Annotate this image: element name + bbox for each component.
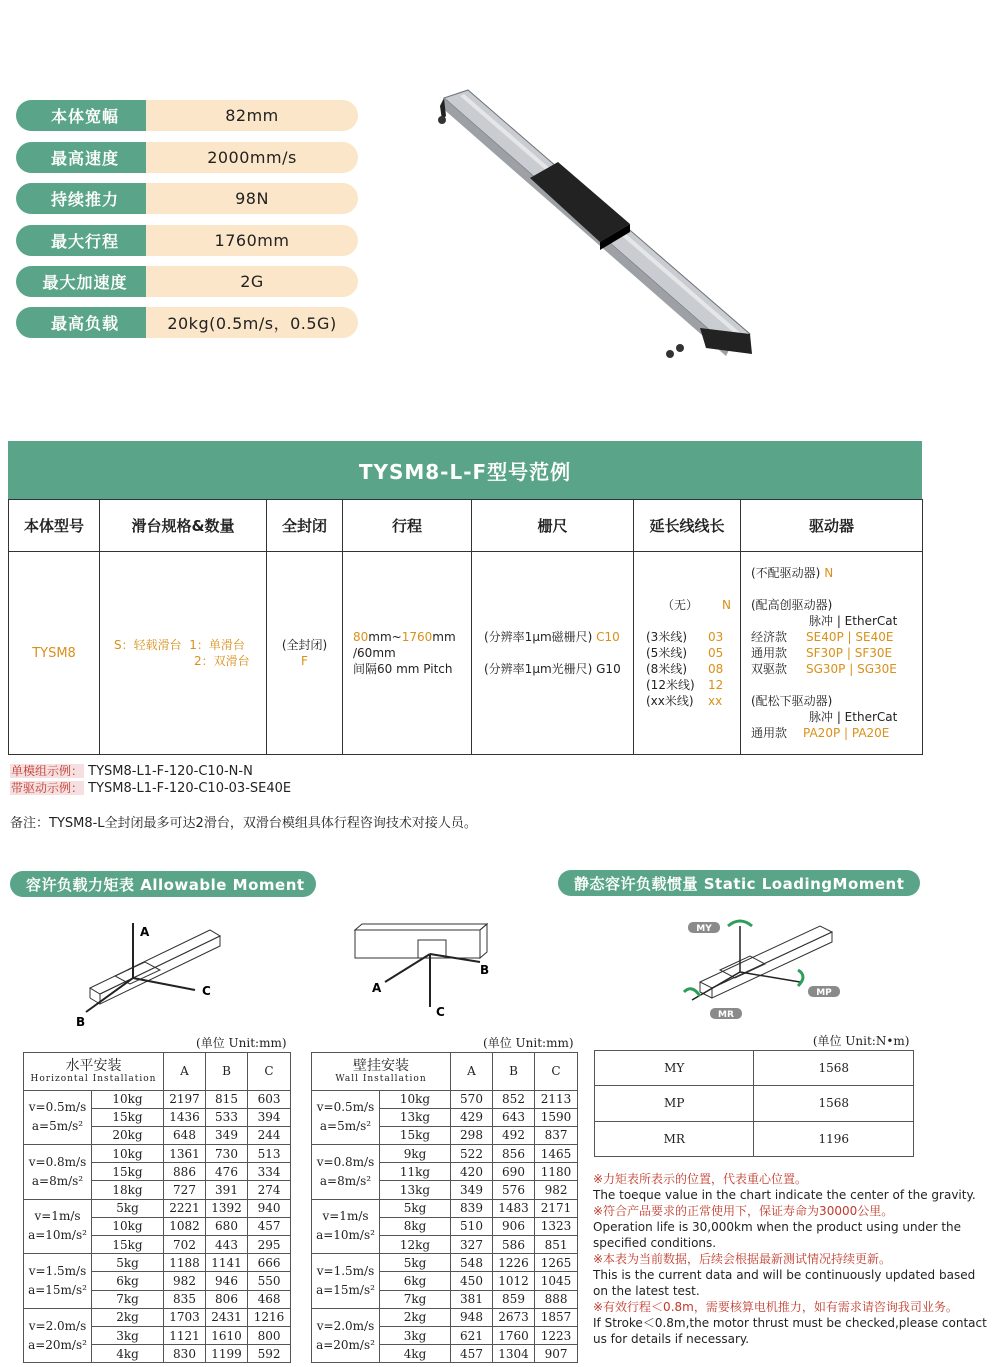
- cable-code: 05: [708, 646, 724, 660]
- moment-cell: 510: [451, 1217, 493, 1235]
- stroke-step: /60mm: [353, 646, 396, 660]
- cable-label: (5米线): [646, 646, 687, 660]
- stroke-cell: [343, 552, 472, 755]
- load-cell: 5kg: [92, 1254, 164, 1272]
- accel-value: a=20m/s²: [316, 1337, 375, 1352]
- moment-cell: 592: [248, 1345, 291, 1363]
- spec-label: 最大行程: [16, 225, 154, 256]
- speed-value: v=0.5m/s: [28, 1100, 87, 1115]
- unit-label: (单位 Unit:mm): [24, 1034, 291, 1052]
- axis-label-c: C: [436, 1005, 445, 1019]
- col-header: B: [206, 1052, 248, 1090]
- moment-cell: 886: [164, 1163, 206, 1181]
- note-line: This is the current data and will be continuously updated based on the latest test.: [593, 1268, 976, 1298]
- moment-cell: 837: [535, 1126, 578, 1144]
- col-header: 全封闭: [267, 500, 343, 552]
- moment-cell: 888: [535, 1290, 578, 1308]
- moment-cell: 1141: [206, 1254, 248, 1272]
- load-cell: 6kg: [380, 1272, 451, 1290]
- moment-cell: 1121: [164, 1326, 206, 1344]
- moment-cell: 1392: [206, 1199, 248, 1217]
- axis-label-c: C: [202, 984, 211, 998]
- moment-cell: 621: [451, 1326, 493, 1344]
- moment-cell: 2113: [535, 1090, 578, 1108]
- wall-moment-diagram: [350, 922, 500, 1022]
- speed-value: v=1m/s: [322, 1209, 369, 1224]
- moment-cell: 2197: [164, 1090, 206, 1108]
- cable-label: (8米线): [646, 662, 687, 676]
- spec-label: 最高负载: [16, 307, 154, 338]
- note-line: ※力矩表所表示的位置，代表重心位置。: [593, 1172, 808, 1186]
- moment-cell: 391: [206, 1181, 248, 1199]
- stroke-pitch: 间隔60 mm Pitch: [353, 662, 453, 676]
- load-cell: 2kg: [380, 1308, 451, 1326]
- speed-cell: [24, 1145, 92, 1200]
- table-title-cn: 壁挂安装: [353, 1058, 409, 1074]
- moment-cell: 1223: [535, 1326, 578, 1344]
- driver-label: 通用款: [751, 646, 788, 660]
- speed-cell: [312, 1145, 380, 1200]
- cable-label: (3米线): [646, 630, 687, 644]
- moment-cell: 274: [248, 1181, 291, 1199]
- unit-label: (单位 Unit:N•m): [595, 1032, 914, 1050]
- moment-cell: 852: [493, 1090, 535, 1108]
- moment-cell: 1465: [535, 1145, 578, 1163]
- moment-cell: 1610: [206, 1326, 248, 1344]
- col-header: C: [535, 1052, 578, 1090]
- moment-value: 1568: [754, 1086, 914, 1122]
- spec-row: [16, 142, 358, 173]
- product-image: [430, 86, 760, 376]
- load-cell: 5kg: [380, 1199, 451, 1217]
- spec-label: 最大加速度: [16, 266, 154, 297]
- speed-value: v=1.5m/s: [28, 1263, 87, 1278]
- col-header: 驱动器: [741, 500, 923, 552]
- accel-value: a=5m/s²: [319, 1119, 372, 1134]
- spec-value: 2G: [146, 266, 358, 297]
- moment-cell: 513: [248, 1145, 291, 1163]
- moment-label: MY: [595, 1050, 754, 1086]
- moment-cell: 443: [206, 1236, 248, 1254]
- seal-label: (全封闭): [281, 638, 328, 652]
- slide-s: S：轻载滑台: [114, 638, 182, 652]
- moment-cell: 835: [164, 1290, 206, 1308]
- cable-code: 08: [708, 662, 724, 676]
- moment-cell: 851: [535, 1236, 578, 1254]
- table-title-en: Wall Installation: [335, 1074, 427, 1084]
- load-cell: 4kg: [92, 1345, 164, 1363]
- moment-cell: 1857: [535, 1308, 578, 1326]
- load-cell: 11kg: [380, 1163, 451, 1181]
- spec-label: 最高速度: [16, 142, 154, 173]
- body-model-value: TYSM8: [32, 645, 76, 661]
- example-value: TYSM8-L1-F-120-C10-N-N: [88, 764, 253, 779]
- load-cell: 20kg: [92, 1126, 164, 1144]
- table-row: [24, 1199, 291, 1217]
- moment-cell: 907: [535, 1345, 578, 1363]
- moment-label: MR: [595, 1121, 754, 1157]
- load-cell: 9kg: [380, 1145, 451, 1163]
- example-value: TYSM8-L1-F-120-C10-03-SE40E: [88, 781, 292, 796]
- static-moment-table: [594, 1032, 914, 1157]
- table-title-en: Horizontal Installation: [30, 1074, 157, 1084]
- moment-cell: 394: [248, 1108, 291, 1126]
- moment-cell: 906: [493, 1217, 535, 1235]
- moment-cell: 334: [248, 1163, 291, 1181]
- moment-cell: 468: [248, 1290, 291, 1308]
- moment-cell: 702: [164, 1236, 206, 1254]
- moment-cell: 576: [493, 1181, 535, 1199]
- speed-value: v=2.0m/s: [316, 1318, 375, 1333]
- moment-cell: 522: [451, 1145, 493, 1163]
- scale-mag-code: C10: [596, 630, 620, 644]
- driver-own-title: (配高创驱动器): [751, 598, 833, 612]
- spec-label: 持续推力: [16, 183, 154, 214]
- table-row: [312, 1090, 578, 1108]
- cable-cell: [634, 552, 741, 755]
- moment-cell: 2221: [164, 1199, 206, 1217]
- accel-value: a=5m/s²: [31, 1119, 84, 1134]
- moment-cell: 1436: [164, 1108, 206, 1126]
- accel-value: a=8m/s²: [319, 1173, 372, 1188]
- table-row: [312, 1254, 578, 1272]
- moment-cell: 429: [451, 1108, 493, 1126]
- moment-cell: 586: [493, 1236, 535, 1254]
- speed-cell: [24, 1199, 92, 1254]
- moment-cell: 420: [451, 1163, 493, 1181]
- accel-value: a=15m/s²: [316, 1282, 375, 1297]
- load-cell: 7kg: [380, 1290, 451, 1308]
- moment-cell: 533: [206, 1108, 248, 1126]
- col-header: 滑台规格&数量: [100, 500, 267, 552]
- note-line: ※有效行程＜0.8m，需要核算电机推力，如有需求请咨询我司业务。: [593, 1300, 958, 1314]
- examples: [10, 763, 291, 797]
- note-line: ※符合产品要求的正常使用下，保证寿命为30000公里。: [593, 1204, 894, 1218]
- moment-cell: 550: [248, 1272, 291, 1290]
- load-cell: 8kg: [380, 1217, 451, 1235]
- moment-cell: 1082: [164, 1217, 206, 1235]
- speed-cell: [24, 1308, 92, 1363]
- moment-cell: 570: [451, 1090, 493, 1108]
- section-static-loading: 静态容许负载惯量 Static LoadingMoment: [558, 870, 920, 896]
- table-row: [595, 1121, 914, 1157]
- speed-value: v=2.0m/s: [28, 1318, 87, 1333]
- moment-cell: 2673: [493, 1308, 535, 1326]
- moment-value: 1568: [754, 1050, 914, 1086]
- load-cell: 4kg: [380, 1345, 451, 1363]
- driver-own-sub: 脉冲 | EtherCat: [809, 614, 898, 628]
- moment-cell: 727: [164, 1181, 206, 1199]
- model-table-header: [9, 500, 923, 552]
- scale-opt: (分辨率1μm光栅尺) G10: [484, 662, 621, 676]
- moment-cell: 1216: [248, 1308, 291, 1326]
- scale-mag: (分辨率1μm磁栅尺): [484, 630, 593, 644]
- stroke-min: 80: [353, 630, 369, 644]
- driver-label: 双驱款: [751, 662, 788, 676]
- table-title-cn: 水平安装: [65, 1058, 122, 1074]
- moment-cell: 1226: [493, 1254, 535, 1272]
- moment-label: MP: [595, 1086, 754, 1122]
- moment-cell: 381: [451, 1290, 493, 1308]
- moment-cell: 492: [493, 1126, 535, 1144]
- speed-cell: [312, 1199, 380, 1254]
- col-header: 行程: [343, 500, 472, 552]
- slide-two: 2：双滑台: [194, 654, 250, 668]
- table-row: [24, 1308, 291, 1326]
- driver-code: SF30P | SF30E: [806, 646, 893, 660]
- driver-cell: [741, 552, 923, 755]
- slide-cell: [100, 552, 267, 755]
- moment-cell: 815: [206, 1090, 248, 1108]
- body-model-cell: [9, 552, 100, 755]
- table-row: [24, 1254, 291, 1272]
- moment-cell: 730: [206, 1145, 248, 1163]
- accel-value: a=8m/s²: [31, 1173, 84, 1188]
- moment-cell: 800: [248, 1326, 291, 1344]
- cable-label: (12米线): [646, 678, 695, 692]
- axis-label-a: A: [372, 981, 382, 995]
- note-line: If Stroke＜0.8m,the motor thrust must be checked,please contact us for details if necessary.: [593, 1316, 987, 1346]
- moment-cell: 806: [206, 1290, 248, 1308]
- moment-cell: 2431: [206, 1308, 248, 1326]
- load-cell: 3kg: [380, 1326, 451, 1344]
- moment-cell: 1304: [493, 1345, 535, 1363]
- col-header: 本体型号: [9, 500, 100, 552]
- moment-cell: 830: [164, 1345, 206, 1363]
- moment-cell: 457: [248, 1217, 291, 1235]
- table-row: [312, 1145, 578, 1163]
- spec-row: [16, 100, 358, 131]
- moment-cell: 1180: [535, 1163, 578, 1181]
- col-header: B: [493, 1052, 535, 1090]
- static-moment-diagram: [670, 912, 850, 1024]
- example-label: 单模组示例：: [11, 764, 84, 778]
- note-line: Operation life is 30,000km when the product using under the specified conditions.: [593, 1220, 962, 1250]
- moment-cell: 856: [493, 1145, 535, 1163]
- load-cell: 3kg: [92, 1326, 164, 1344]
- moment-cell: 298: [451, 1126, 493, 1144]
- moment-cell: 1361: [164, 1145, 206, 1163]
- moment-cell: 349: [451, 1181, 493, 1199]
- col-header: 栅尺: [472, 500, 634, 552]
- model-table-title: TYSM8-L-F型号范例: [8, 441, 922, 499]
- cable-code: N: [722, 598, 731, 612]
- speed-value: v=0.8m/s: [28, 1154, 87, 1169]
- moment-cell: 940: [248, 1199, 291, 1217]
- load-cell: 10kg: [380, 1090, 451, 1108]
- load-cell: 6kg: [92, 1272, 164, 1290]
- model-table: [8, 499, 923, 755]
- seal-cell: [267, 552, 343, 755]
- driver-none-code: N: [824, 566, 834, 580]
- table-row: [595, 1086, 914, 1122]
- driver-code: PA20P | PA20E: [803, 726, 890, 740]
- seal-code: F: [301, 654, 308, 668]
- note-line: The toeque value in the chart indicate the center of the gravity.: [593, 1188, 976, 1202]
- driver-pana-sub: 脉冲 | EtherCat: [809, 710, 898, 724]
- axis-label-b: B: [76, 1015, 86, 1029]
- speed-cell: [312, 1090, 380, 1145]
- stroke-max: 1760: [401, 630, 433, 644]
- moment-cell: 1483: [493, 1199, 535, 1217]
- accel-value: a=15m/s²: [28, 1282, 87, 1297]
- label-my: MY: [696, 924, 712, 934]
- load-cell: 15kg: [380, 1126, 451, 1144]
- moment-cell: 244: [248, 1126, 291, 1144]
- axis-label-b: B: [480, 963, 490, 977]
- scale-cell: [472, 552, 634, 755]
- accel-value: a=10m/s²: [28, 1228, 87, 1243]
- spec-value: 82mm: [146, 100, 358, 131]
- moment-cell: 1188: [164, 1254, 206, 1272]
- moment-cell: 603: [248, 1090, 291, 1108]
- table-title: [24, 1052, 164, 1090]
- spec-value: 1760mm: [146, 225, 358, 256]
- moment-cell: 1045: [535, 1272, 578, 1290]
- label-mr: MR: [718, 1010, 734, 1020]
- moment-cell: 457: [451, 1345, 493, 1363]
- load-cell: 7kg: [92, 1290, 164, 1308]
- spec-value: 20kg(0.5m/s，0.5G): [146, 307, 358, 338]
- moment-cell: 295: [248, 1236, 291, 1254]
- load-cell: 2kg: [92, 1308, 164, 1326]
- speed-value: v=0.5m/s: [316, 1100, 375, 1115]
- load-cell: 10kg: [92, 1217, 164, 1235]
- load-cell: 15kg: [92, 1236, 164, 1254]
- table-title: [312, 1052, 451, 1090]
- driver-code: SE40P | SE40E: [806, 630, 894, 644]
- moment-cell: 1265: [535, 1254, 578, 1272]
- load-cell: 10kg: [92, 1145, 164, 1163]
- col-header: C: [248, 1052, 291, 1090]
- load-cell: 10kg: [92, 1090, 164, 1108]
- slide-one: 1：单滑台: [189, 638, 245, 652]
- note-line: ※本表为当前数据，后续会根据最新测试情况持续更新。: [593, 1252, 892, 1266]
- notes: [593, 1171, 988, 1347]
- moment-cell: 690: [493, 1163, 535, 1181]
- moment-cell: 1703: [164, 1308, 206, 1326]
- moment-cell: 1323: [535, 1217, 578, 1235]
- spec-label: 本体宽幅: [16, 100, 154, 131]
- moment-cell: 643: [493, 1108, 535, 1126]
- driver-none-label: (不配驱动器): [751, 566, 821, 580]
- spec-value: 98N: [146, 183, 358, 214]
- spec-row: [16, 307, 358, 338]
- spec-row: [16, 266, 358, 297]
- load-cell: 13kg: [380, 1108, 451, 1126]
- axis-label-a: A: [140, 925, 150, 939]
- label-mp: MP: [816, 988, 832, 998]
- load-cell: 13kg: [380, 1181, 451, 1199]
- section-allowable-moment: 容许负载力矩表 Allowable Moment: [10, 871, 316, 897]
- table-row: [24, 1090, 291, 1108]
- driver-code: SG30P | SG30E: [806, 662, 897, 676]
- table-row: [24, 1145, 291, 1163]
- moment-cell: 948: [451, 1308, 493, 1326]
- spec-row: [16, 183, 358, 214]
- speed-value: v=1.5m/s: [316, 1263, 375, 1278]
- moment-cell: 476: [206, 1163, 248, 1181]
- moment-cell: 946: [206, 1272, 248, 1290]
- moment-cell: 839: [451, 1199, 493, 1217]
- stroke-unit: mm: [432, 630, 456, 644]
- moment-cell: 982: [164, 1272, 206, 1290]
- horizontal-moment-diagram: [70, 918, 240, 1030]
- load-cell: 5kg: [380, 1254, 451, 1272]
- cable-label: (xx米线): [646, 694, 694, 708]
- cable-code: xx: [708, 694, 723, 708]
- load-cell: 12kg: [380, 1236, 451, 1254]
- cable-label: （无）: [662, 598, 699, 612]
- moment-value: 1196: [754, 1121, 914, 1157]
- spec-value: 2000mm/s: [146, 142, 358, 173]
- load-cell: 15kg: [92, 1108, 164, 1126]
- accel-value: a=10m/s²: [316, 1228, 375, 1243]
- speed-value: v=1m/s: [34, 1209, 81, 1224]
- load-cell: 18kg: [92, 1181, 164, 1199]
- speed-cell: [24, 1090, 92, 1145]
- model-table-row: [9, 552, 923, 755]
- moment-cell: 680: [206, 1217, 248, 1235]
- driver-label: 经济款: [751, 630, 788, 644]
- moment-cell: 1760: [493, 1326, 535, 1344]
- moment-cell: 648: [164, 1126, 206, 1144]
- cable-code: 03: [708, 630, 724, 644]
- spec-row: [16, 225, 358, 256]
- moment-cell: 666: [248, 1254, 291, 1272]
- table-row: [312, 1199, 578, 1217]
- speed-value: v=0.8m/s: [316, 1154, 375, 1169]
- unit-label: (单位 Unit:mm): [312, 1034, 578, 1052]
- moment-cell: 327: [451, 1236, 493, 1254]
- remark-note: 备注：TYSM8-L全封闭最多可达2滑台，双滑台模组具体行程咨询技术对接人员。: [10, 816, 477, 831]
- moment-cell: 982: [535, 1181, 578, 1199]
- moment-cell: 548: [451, 1254, 493, 1272]
- speed-cell: [312, 1254, 380, 1309]
- moment-cell: 1199: [206, 1345, 248, 1363]
- load-cell: 5kg: [92, 1199, 164, 1217]
- table-row: [595, 1050, 914, 1086]
- driver-pana-title: (配松下驱动器): [751, 694, 833, 708]
- moment-cell: 1012: [493, 1272, 535, 1290]
- col-header: A: [164, 1052, 206, 1090]
- example-label: 带驱动示例：: [11, 781, 84, 795]
- moment-cell: 349: [206, 1126, 248, 1144]
- horizontal-moment-table: [23, 1034, 291, 1363]
- speed-cell: [24, 1254, 92, 1309]
- table-row: [312, 1308, 578, 1326]
- col-header: 延长线线长: [634, 500, 741, 552]
- stroke-sep: mm~: [368, 630, 402, 644]
- moment-cell: 2171: [535, 1199, 578, 1217]
- model-example-table: [8, 441, 922, 755]
- moment-cell: 450: [451, 1272, 493, 1290]
- moment-cell: 1590: [535, 1108, 578, 1126]
- cable-code: 12: [708, 678, 724, 692]
- accel-value: a=20m/s²: [28, 1337, 87, 1352]
- driver-label: 通用款: [751, 726, 788, 740]
- moment-cell: 859: [493, 1290, 535, 1308]
- wall-moment-table: [311, 1034, 578, 1363]
- col-header: A: [451, 1052, 493, 1090]
- speed-cell: [312, 1308, 380, 1363]
- load-cell: 15kg: [92, 1163, 164, 1181]
